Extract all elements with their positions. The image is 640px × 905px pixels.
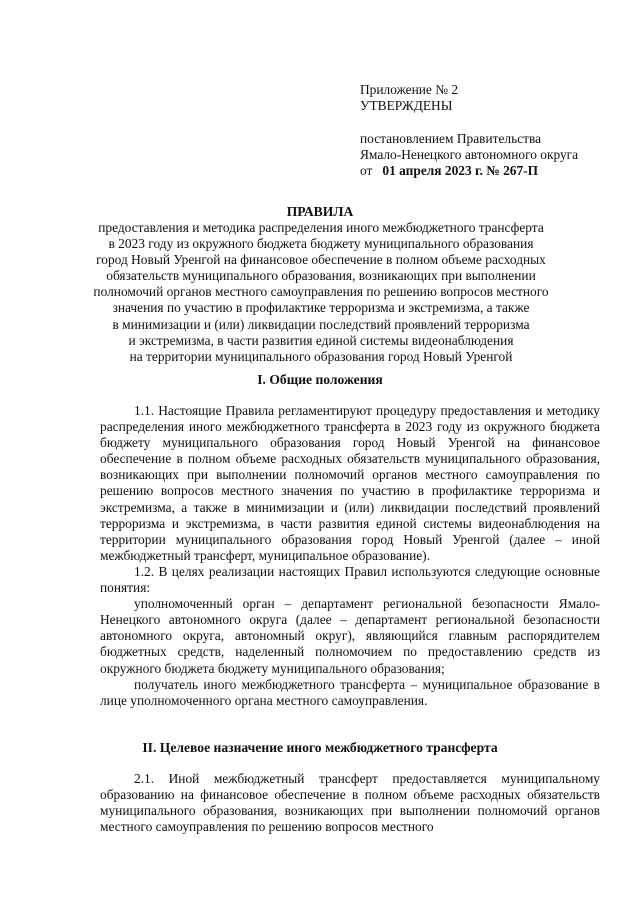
resolution-line-2: Ямало-Ненецкого автономного округа (360, 147, 579, 162)
resolution-date (360, 163, 620, 179)
paragraph-1-1: 1.1. Настоящие Правила регламентируют процедуру предоставления и методику распределения иного межбюджетного трансферта в 2023 году из окружного бюджета бюджету муниципального образования город Новый Уренгой на финансовое обеспечение в полном объеме расходных обязательств муниципального образования, возникающих при выполнении полномочий органов местного самоуправления по решению вопросов местного значения по участию в профилактике терроризма и экстремизма, а также в минимизации и (или) ликвидации последствий проявлений терроризма и экстремизма, в части развития единой системы видеонаблюдения на территории муниципального образования город Новый Уренгой (далее – иной межбюджетный трансферт, муниципальное образование). (100, 403, 600, 563)
subtitle-line: в минимизации и (или) ликвидации последствий проявлений терроризма (112, 316, 530, 332)
section-2-heading: II. Целевое назначение иного межбюджетного трансферта (142, 740, 498, 755)
section-2-body (100, 771, 600, 835)
paragraph-1-2: 1.2. В целях реализации настоящих Правил используются следующие основные понятия: (100, 563, 600, 596)
paragraph-2-1: 2.1. Иной межбюджетный трансферт предоставляется муниципальному образованию на финансовое обеспечение в полном объеме расходных обязательств муниципального образования, возникающих при выполнении полномочий органов местного самоуправления по решению вопросов местного (100, 771, 600, 835)
date-prefix: от (360, 163, 373, 178)
resolution-line-1: постановлением Правительства (360, 131, 542, 146)
approved-label: УТВЕРЖДЕНЫ (360, 98, 453, 113)
document-title: ПРАВИЛА (286, 204, 354, 219)
paragraph-definition-authority: уполномоченный орган – департамент региональной безопасности Ямало-Ненецкого автономного округа (далее – департамент региональной безопасности автономного округа, автономный округ), являющийся главным распорядителем бюджетных средств, наделенный полномочием по предоставлению средств из окружного бюджета бюджету муниципального образования; (100, 596, 600, 676)
subtitle-line: предоставления и методика распределения иного межбюджетного трансферта (98, 220, 544, 235)
paragraph-definition-recipient: получатель иного межбюджетного трансферта – муниципальное образование в лице уполномоченного органа местного самоуправления. (100, 676, 600, 708)
subtitle-line: обязательств муниципального образования, возникающих при выполнении (106, 268, 536, 284)
subtitle-line: в 2023 году из окружного бюджета бюджету муниципального образования (108, 236, 534, 252)
subtitle-line: на территории муниципального образования город Новый Уренгой (129, 348, 513, 364)
subtitle-line: значения по участию в профилактике терроризма и экстремизма, а также (112, 300, 530, 316)
subtitle-line: и экстремизма, в части развития единой системы видеонаблюдения (128, 332, 514, 348)
subtitle-line: город Новый Уренгой на финансовое обеспечение в полном объеме расходных (96, 252, 546, 268)
section-1-heading: I. Общие положения (257, 372, 383, 387)
approval-block (360, 82, 620, 179)
section-1-body (100, 403, 600, 709)
date-value: 01 апреля 2023 г. № 267-П (382, 163, 539, 178)
subtitle-line: полномочий органов местного самоуправления по решению вопросов местного (93, 284, 549, 300)
annex-number: Приложение № 2 (360, 82, 459, 97)
document-subtitle (80, 220, 562, 365)
